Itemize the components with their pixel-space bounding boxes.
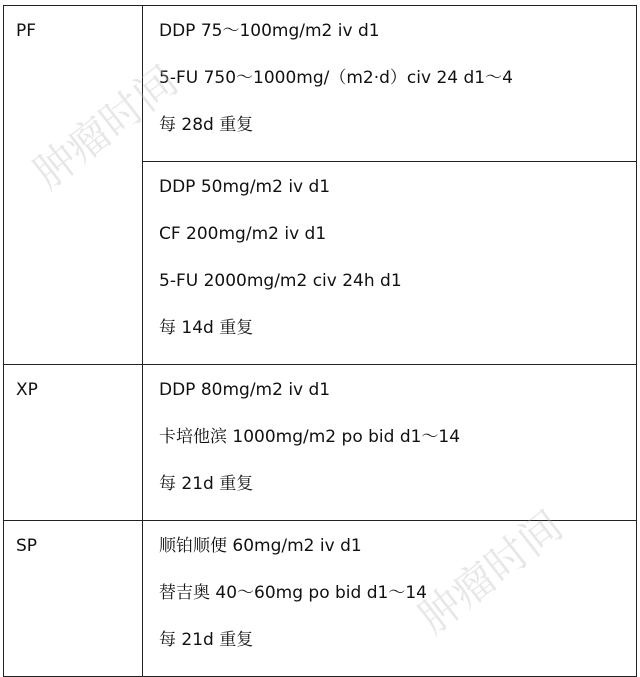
regimen-line: 每 28d 重复 [159, 115, 254, 135]
table-row [4, 365, 637, 521]
regimen-name-cell [4, 521, 143, 677]
regimen-detail-cell [143, 162, 637, 365]
regimen-name-cell [4, 365, 143, 521]
watermark: 肿瘤时间 [409, 500, 572, 643]
regimen-table [3, 5, 637, 677]
regimen-line: 5-FU 750～1000mg/（m2·d）civ 24 d1～4 [159, 68, 513, 88]
regimen-line: 卡培他滨 1000mg/m2 po bid d1～14 [159, 427, 461, 447]
regimen-line: DDP 75～100mg/m2 iv d1 [159, 21, 380, 41]
regimen-line: 替吉奥 40～60mg po bid d1～14 [159, 583, 427, 603]
regimen-name: SP [16, 536, 38, 556]
regimen-line: DDP 80mg/m2 iv d1 [159, 380, 331, 400]
regimen-line: 每 21d 重复 [159, 630, 254, 650]
regimen-line: 5-FU 2000mg/m2 civ 24h d1 [159, 271, 402, 291]
regimen-name: PF [16, 21, 37, 41]
regimen-line: DDP 50mg/m2 iv d1 [159, 177, 331, 197]
regimen-detail-cell [143, 365, 637, 521]
regimen-name-cell [4, 6, 143, 365]
regimen-detail-cell [143, 6, 637, 162]
table-row [4, 521, 637, 677]
regimen-name: XP [16, 380, 38, 400]
regimen-line: 顺铂顺便 60mg/m2 iv d1 [159, 536, 362, 556]
regimen-detail-cell [143, 521, 637, 677]
watermark: 肿瘤时间 [24, 55, 187, 198]
regimen-line: CF 200mg/m2 iv d1 [159, 224, 327, 244]
regimen-line: 每 14d 重复 [159, 318, 254, 338]
regimen-line: 每 21d 重复 [159, 474, 254, 494]
table-row [4, 6, 637, 162]
